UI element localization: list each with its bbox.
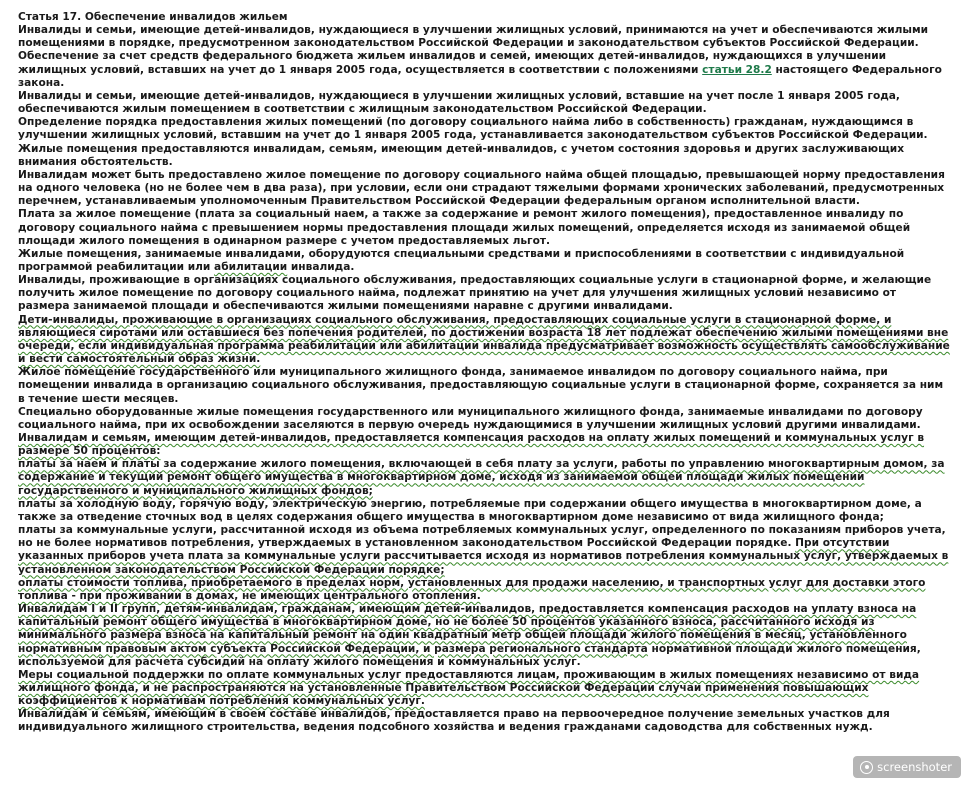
- paragraph: [18, 603, 950, 669]
- camera-icon: [860, 761, 873, 774]
- paragraph-text: Обеспечение за счет средств федерального бюджета жильем инвалидов и семей, имеющих детей-инвалидов, нуждающихся в улучшении жилищных условий, вставших на учет до 1 января 2005 года, осуществляется в соответствии с положениями: [18, 50, 887, 76]
- paragraph: Инвалидам может быть предоставлено жилое помещение по договору социального найма общей площадью, превышающей норму предоставления на одного человека (но не более чем в два раза), при условии, если они страдают тяжелыми формами хронических заболеваний, предусмотренных перечнем, устанавливаемым уполномоченным Правительством Российской Федерации федеральным органом исполнительной власти.: [18, 168, 945, 208]
- paragraph-marked: платы за наем и платы за содержание жилого помещения, включающей в себя плату за услуги, работы по управлению многоквартирным домом, за содержание и текущий ремонт общего имущества в многоквартирном доме, исходя из занимаемой общей площади жилых помещений государственного и муниципального жилищных фондов;: [18, 458, 945, 497]
- paragraph: Определение порядка предоставления жилых помещений (по договору социального найма либо в собственность) гражданам, нуждающимся в улучшении жилищных условий, вставшим на учет до 1 января 2005 года, устанавливается законодательством субъектов Российской Федерации.: [18, 116, 928, 142]
- paragraph: [18, 50, 950, 89]
- paragraph: Жилое помещение государственного или муниципального жилищного фонда, занимаемое инвалидом по договору социального найма, при помещении инвалида в организацию социального обслуживания, предоставляющую социальные услуги в стационарной форме, сохраняется за ним в течение шести месяцев.: [18, 366, 944, 405]
- screenshoter-watermark: [853, 756, 961, 778]
- paragraph: [18, 524, 950, 577]
- paragraph: Инвалиды и семьи, имеющие детей-инвалидов, нуждающиеся в улучшении жилищных условий, вставшие на учет после 1 января 2005 года, обеспечиваются жилым помещением в соответствии с жилищным законодательством Российской Федерации.: [18, 89, 900, 116]
- paragraph-text: Жилые помещения, занимаемые инвалидами, оборудуются специальными средствами и приспособлениями в соответствии с индивидуальной программой реабилитации или: [18, 247, 905, 273]
- paragraph-text: нормативной площади жилого помещения, используемой для расчета субсидий на оплату жилого помещения и коммунальных услуг.: [18, 642, 921, 668]
- paragraph: Инвалиды, проживающие в организациях социального обслуживания, предоставляющих социальные услуги в стационарной форме, и желающие получить жилое помещение по договору социального найма, подлежат принятию на учет для улучшения жилищных условий независимо от размера занимаемой площади и обеспечиваются жилыми помещениями наравне с другими инвалидами.: [18, 274, 932, 313]
- spellcheck-mark: Инвалидам I и II групп, детям-инвалидам, гражданам, имеющим детей-инвалидов, предоставляется компенсация расходов на уплату взноса на капитальный ремонт общего имущества в многоквартирном доме, но не более 50 процентов указанного взноса, рассчитанного исходя из минимального размера взноса на капитальный ремонт на один квадратный метр общей площади жилого помещения в месяц, установленного нормативным правовым актом субъекта Российской Федерации, и размера регионального стандарта: [18, 603, 917, 655]
- spellcheck-mark: При отсутствии указанных приборов учета плата за коммунальные услуги рассчитывается исходя из нормативов потребления коммунальных услуг, утверждаемых в установленном законодательством Российской Федерации порядке;: [18, 537, 949, 576]
- paragraph-text: платы за коммунальные услуги, рассчитанной исходя из объема потребляемых коммунальных услуг, определенного по показаниям приборов учета, но не более нормативов потребления, утверждаемых в установленном законодательством Российской Федерации порядке.: [18, 524, 946, 550]
- paragraph-marked: Дети-инвалиды, проживающие в организациях социального обслуживания, предоставляющих социальные услуги в стационарной форме, и являющиеся сиротами или оставшиеся без попечения родителей, по достижении возраста 18 лет подлежат обеспечению жилыми помещениями вне очереди, если индивидуальная программа реабилитации или абилитации инвалида предусматривает возможность осуществлять самообслуживание и вести самостоятельный образ жизни.: [18, 313, 950, 366]
- paragraph-text: настоящего Федерального закона.: [18, 63, 942, 89]
- paragraph: платы за холодную воду, горячую воду, электрическую энергию, потребляемые при содержании общего имущества в многоквартирном доме, а также за отведение сточных вод в целях содержания общего имущества в многоквартирном доме независимо от вида жилищного фонда;: [18, 497, 922, 523]
- paragraph: Плата за жилое помещение (плата за социальный наем, а также за содержание и ремонт жилого помещения), предоставленное инвалиду по договору социального найма с превышением нормы предоставления площади жилых помещений, определяется исходя из занимаемой общей площади жилого помещения в одинарном размере с учетом предоставляемых льгот.: [18, 208, 911, 247]
- paragraph: [18, 248, 950, 274]
- watermark-label: screenshoter: [877, 760, 952, 774]
- paragraph: Специально оборудованные жилые помещения государственного или муниципального жилищного фонда, занимаемые инвалидами по договору социального найма, при их освобождении заселяются в первую очередь нуждающимися в улучшении жилищных условий другими инвалидами.: [18, 405, 923, 431]
- paragraph-marked: Меры социальной поддержки по оплате коммунальных услуг предоставляются лицам, проживающим в жилых помещениях независимо от вида жилищного фонда, и не распространяются на установленные Правительством Российской Федерации случаи применения повышающих коэффициентов к нормативам потребления коммунальных услуг.: [18, 668, 920, 708]
- paragraph-marked: оплаты стоимости топлива, приобретаемого в пределах норм, установленных для продажи населению, и транспортных услуг для доставки этого топлива - при проживании в домах, не имеющих центрального отопления.: [18, 576, 926, 602]
- article-title: Статья 17. Обеспечение инвалидов жильем: [18, 11, 288, 23]
- paragraph-marked: Инвалидам и семьям, имеющим детей-инвалидов, предоставляется компенсация расходов на оплату жилых помещений и коммунальных услуг в размере 50 процентов:: [18, 432, 925, 458]
- paragraph-text: инвалида.: [287, 260, 355, 273]
- paragraph: Жилые помещения предоставляются инвалидам, семьям, имеющим детей-инвалидов, с учетом состояния здоровья и других заслуживающих внимания обстоятельств.: [18, 142, 905, 168]
- paragraph: Инвалиды и семьи, имеющие детей-инвалидов, нуждающиеся в улучшении жилищных условий, принимаются на учет и обеспечиваются жилыми помещениями в порядке, предусмотренном законодательством Российской Федерации и законодательством субъектов Российской Федерации.: [18, 24, 929, 50]
- spellcheck-mark: абилитации: [214, 260, 288, 273]
- paragraph: Инвалидам и семьям, имеющим в своем составе инвалидов, предоставляется право на первоочередное получение земельных участков для индивидуального жилищного строительства, ведения подсобного хозяйства и ведения гражданами садоводства для собственных нужд.: [18, 708, 890, 734]
- document-body: [18, 11, 950, 735]
- article-28-2-link[interactable]: статьи 28.2: [702, 63, 772, 76]
